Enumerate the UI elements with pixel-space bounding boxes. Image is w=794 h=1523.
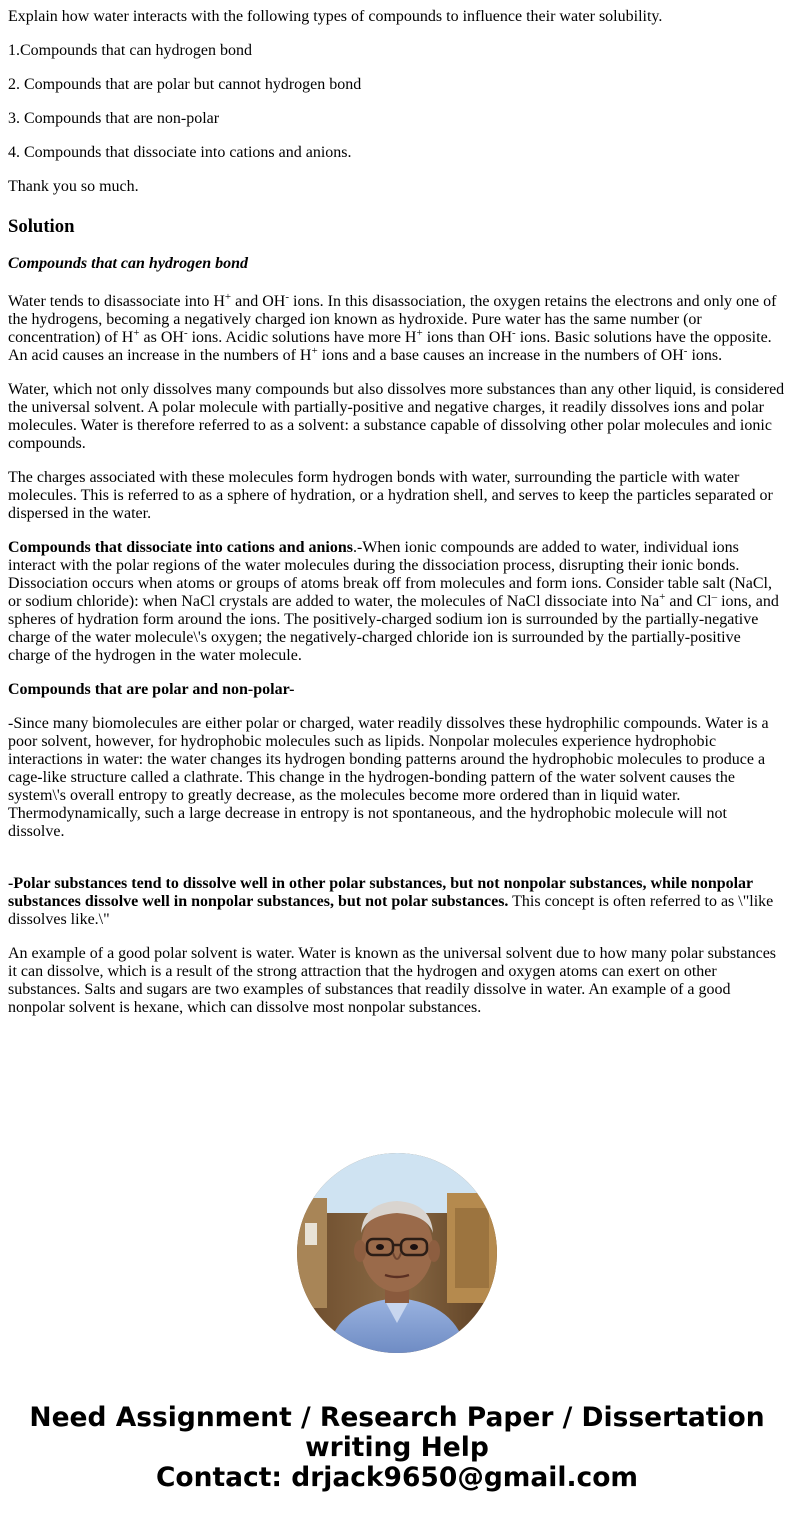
blank-gap <box>8 841 786 875</box>
solvent-example-paragraph: An example of a good polar solvent is water. Water is known as the universal solvent due to how many polar substances it can dissolve, which is a result of the strong attraction that the hydrogen and oxygen atoms can exert on other substances. Salts and sugars are two examples of substances that readily dissolve in water. An example of a good nonpolar solvent is hexane, which can dissolve most nonpolar substances. <box>8 945 777 1016</box>
text-run: ions. <box>687 347 723 364</box>
text-run: ions. In this disassociation, the oxygen retains the electrons and only one of the hydrogens, becoming a negatively charged ion known as hydroxide. Pure water has the same number (or concentration) of H <box>8 293 777 346</box>
text-run: .-When ionic compounds are added to water, individual ions interact with the polar regions of the water molecules during the dissociation process, disrupting their ionic bonds. Dissociation occurs when atoms or groups of atoms break off from molecules and form ions. Consider table salt (NaCl, or sodium chloride): when NaCl crystals are added to water, the molecules of NaCl dissociate into Na <box>8 539 772 610</box>
dissociation-paragraph <box>8 290 786 365</box>
text-run: ions. Basic solutions have the opposite. An acid causes an increase in the numbers of H <box>8 329 772 364</box>
text-run: ions. Acidic solutions have more H <box>187 329 417 346</box>
polar-nonpolar-heading <box>8 681 786 699</box>
text-run: as OH <box>139 329 184 346</box>
superscript-plus: + <box>133 326 140 339</box>
hydrogen-bond-heading: Compounds that can hydrogen bond <box>8 255 249 272</box>
question-item-3: 3. Compounds that are non-polar <box>8 110 220 127</box>
superscript-plus: + <box>416 326 423 339</box>
question-item-4: 4. Compounds that dissociate into cations and anions. <box>8 144 352 161</box>
author-photo <box>297 1153 497 1353</box>
text-run: and OH <box>231 293 286 310</box>
text-run: ions, and spheres of hydration form around the ions. The positively-charged sodium ion is surrounded by the partially-negative charge of the water molecule\'s oxygen; the negatively-charged chloride ion is surrounded by the partially-positive charge of the hydrogen in the water molecule. <box>8 593 779 664</box>
text-run: Water tends to disassociate into H <box>8 293 225 310</box>
question-item-2: 2. Compounds that are polar but cannot hydrogen bond <box>8 76 362 93</box>
hydration-shell-paragraph: The charges associated with these molecules form hydrogen bonds with water, surrounding the particle with water molecules. This is referred to as a sphere of hydration, or a hydration shell, and serves to keep the particles separated or dispersed in the water. <box>8 469 773 522</box>
superscript-minus: - <box>285 290 289 303</box>
universal-solvent-paragraph: Water, which not only dissolves many compounds but also dissolves more substances than any other liquid, is considered the universal solvent. A polar molecule with partially-positive and negative charges, it readily dissolves ions and polar molecules. Water is therefore referred to as a solvent: a substance capable of dissolving other polar molecules and ionic compounds. <box>8 381 785 452</box>
superscript-plus: + <box>224 290 232 303</box>
ionic-dissociation-paragraph <box>8 539 786 665</box>
superscript-plus: + <box>311 344 318 357</box>
question-thanks: Thank you so much. <box>8 178 139 195</box>
superscript-plus: + <box>659 590 666 603</box>
text-run: and Cl <box>665 593 712 610</box>
like-dissolves-like-paragraph <box>8 875 786 929</box>
banner-line-2: writing Help <box>305 1432 489 1463</box>
superscript-minus: – <box>711 590 718 603</box>
question-item-1: 1.Compounds that can hydrogen bond <box>8 42 252 59</box>
author-avatar <box>297 1153 497 1353</box>
question-intro: Explain how water interacts with the following types of compounds to influence their water solubility. <box>8 8 663 25</box>
text-run: ions and a base causes an increase in the numbers of OH <box>317 347 684 364</box>
like-dissolves-bold: -Polar substances tend to dissolve well in other polar substances, but not nonpolar substances, while nonpolar substances dissolve well in nonpolar substances, but not polar substances. <box>8 875 753 910</box>
ionic-heading-bold: Compounds that dissociate into cations and anions <box>8 539 353 556</box>
superscript-minus: - <box>683 344 688 357</box>
banner-line-1: Need Assignment / Research Paper / Dissertation <box>29 1402 765 1433</box>
superscript-minus: - <box>183 326 188 339</box>
text-run: ions than OH <box>422 329 513 346</box>
banner-contact-email[interactable]: Contact: drjack9650@gmail.com <box>155 1462 639 1493</box>
superscript-minus: - <box>512 326 516 339</box>
polar-heading-bold: Compounds that are polar and non-polar- <box>8 681 295 698</box>
contact-banner <box>0 1403 794 1493</box>
solution-title: Solution <box>8 216 75 237</box>
hydrophobic-paragraph: -Since many biomolecules are either polar or charged, water readily dissolves these hydrophilic compounds. Water is a poor solvent, however, for hydrophobic molecules such as lipids. Nonpolar molecules experience hydrophobic interactions in water: the water changes its hydrogen bonding patterns around the hydrophobic molecules to produce a cage-like structure called a clathrate. This change in the hydrogen-bonding pattern of the water solvent causes the system\'s overall entropy to greatly decrease, as the molecules become more ordered than in liquid water. Thermodynamically, such a large decrease in entropy is not spontaneous, and the hydrophobic molecule will not dissolve. <box>8 715 769 840</box>
text-run: This concept is often referred to as \"like dissolves like.\" <box>8 893 774 928</box>
